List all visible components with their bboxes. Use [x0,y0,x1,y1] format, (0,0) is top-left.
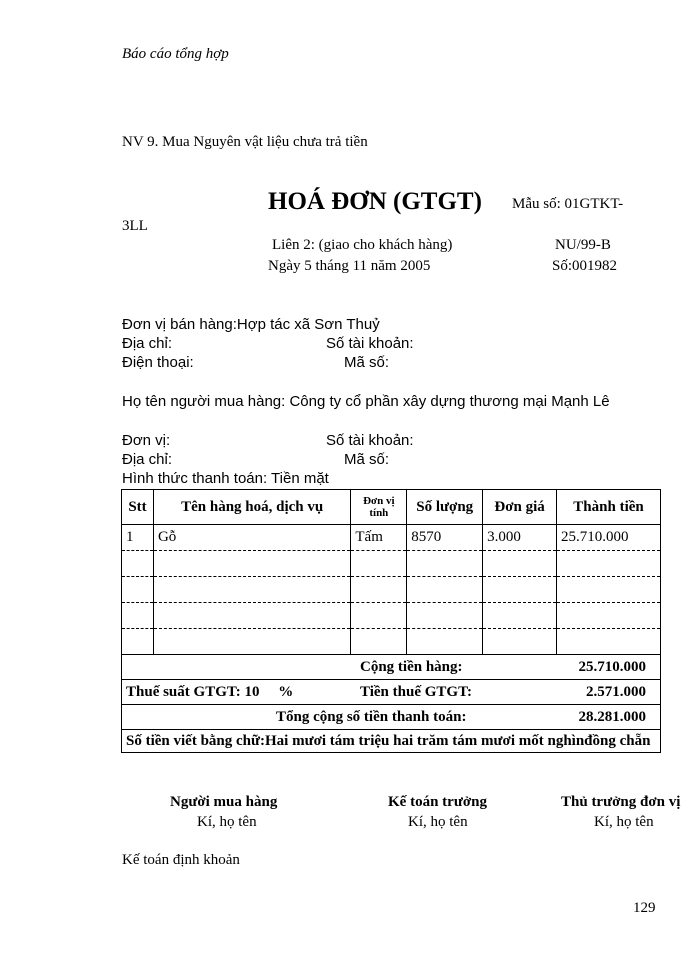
seller-account: Số tài khoản: [326,335,414,352]
grand-total-label: Tổng cộng số tiền thanh toán: [276,709,467,725]
amount-in-words-row [122,730,661,753]
signature-director-title: Thủ trưởng đơn vị [561,794,681,810]
subtotal-label: Cộng tiền hàng: [360,659,463,675]
grand-total-value: 28.281.000 [578,709,646,725]
cell-price: 3.000 [483,525,557,551]
signature-director-sub: Kí, họ tên [594,814,654,830]
page-number: 129 [633,900,656,916]
cell-item-name: Gỗ [153,525,350,551]
buyer-name: Họ tên người mua hàng: Công ty cổ phần xây dựng thương mại Mạnh Lê [122,393,610,410]
signature-accountant-title: Kế toán trưởng [388,794,487,810]
invoice-date: Ngày 5 tháng 11 năm 2005 [268,258,431,274]
seller-unit: Đơn vị bán hàng:Hợp tác xã Sơn Thuỷ [122,316,380,333]
col-header-unit: Đơn vị tính [351,490,407,525]
col-header-stt: Stt [122,490,154,525]
invoice-title: HOÁ ĐƠN (GTGT) [268,188,482,215]
vat-label: Tiền thuế GTGT: [360,684,472,700]
transaction-label: NV 9. Mua Nguyên vật liệu chưa trả tiền [122,134,368,150]
table-row [122,525,661,551]
vat-value: 2.571.000 [586,684,646,700]
seller-phone: Điện thoại: [122,354,194,371]
invoice-serial: NU/99-B [555,237,611,253]
cell-stt: 1 [122,525,154,551]
form-number-cont: 3LL [122,218,148,234]
vat-rate: Thuế suất GTGT: 10 % [126,684,294,700]
table-row-empty [122,629,661,655]
cell-qty: 8570 [407,525,483,551]
buyer-tax-code: Mã số: [344,451,390,468]
col-header-amount: Thành tiền [557,490,661,525]
accounting-entry-label: Kế toán định khoản [122,852,240,868]
invoice-copy: Liên 2: (giao cho khách hàng) [272,237,453,253]
buyer-unit: Đơn vị: [122,432,171,449]
subtotal-row [122,655,661,680]
invoice-number: Số:001982 [552,258,618,274]
cell-amount: 25.710.000 [557,525,661,551]
form-number: Mẫu số: 01GTKT- [512,196,624,212]
table-header [122,490,661,525]
col-header-qty: Số lượng [407,490,483,525]
table-row-empty [122,577,661,603]
signature-buyer-sub: Kí, họ tên [197,814,257,830]
vat-row [122,680,661,705]
invoice-table [121,489,661,753]
buyer-account: Số tài khoản: [326,432,414,449]
signature-buyer-title: Người mua hàng [170,794,278,810]
signature-accountant-sub: Kí, họ tên [408,814,468,830]
grand-total-row [122,705,661,730]
payment-method: Hình thức thanh toán: Tiền mặt [122,470,329,487]
col-header-name: Tên hàng hoá, dịch vụ [153,490,350,525]
cell-unit: Tấm [351,525,407,551]
seller-address: Địa chỉ: [122,335,173,352]
subtotal-value: 25.710.000 [578,659,646,675]
seller-tax-code: Mã số: [344,354,390,371]
buyer-address: Địa chỉ: [122,451,173,468]
col-header-price: Đơn giá [483,490,557,525]
table-row-empty [122,603,661,629]
running-header: Báo cáo tổng hợp [122,46,229,62]
table-row-empty [122,551,661,577]
amount-in-words: Số tiền viết bằng chữ:Hai mươi tám triệu hai trăm tám mươi mốt nghìnđồng chẵn [122,730,661,753]
